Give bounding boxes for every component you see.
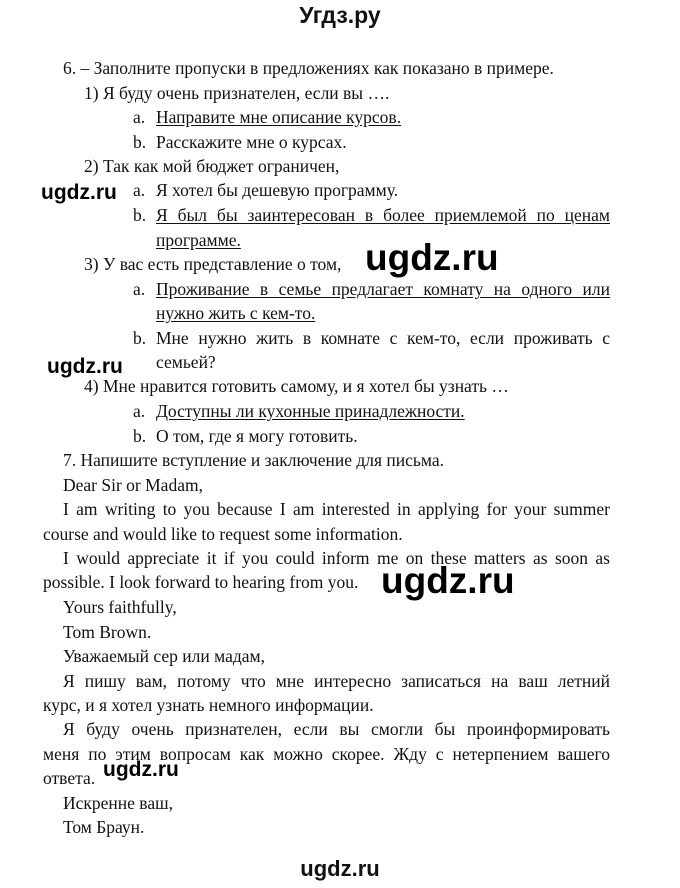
letter-en-p1-line2: course and would like to request some information. bbox=[43, 524, 403, 544]
task6-item3-b-line1: Мне нужно жить в комнате с кем-то, если проживать с bbox=[156, 328, 610, 348]
task6-item2-stem: 2) Так как мой бюджет ограничен, bbox=[84, 156, 340, 176]
task6-item2-b-line2: программе. bbox=[156, 230, 241, 250]
task6-item3-stem: 3) У вас есть представление о том, bbox=[84, 254, 342, 274]
task6-item2-a-marker: a. bbox=[133, 180, 146, 200]
task6-item2-a-text: Я хотел бы дешевую программу. bbox=[156, 180, 399, 200]
watermark: ugdz.ru bbox=[381, 560, 515, 601]
letter-ru-p1-line2: курс, и я хотел узнать немного информации. bbox=[43, 695, 374, 715]
task6-item3-a-line1: Проживание в семье предлагает комнату на одного или bbox=[156, 279, 610, 299]
letter-ru-p1-line1: Я пишу вам, потому что мне интересно записаться на ваш летний bbox=[63, 671, 610, 691]
task6-item4-a-text: Доступны ли кухонные принадлежности. bbox=[156, 401, 465, 421]
watermark: ugdz.ru bbox=[365, 237, 499, 278]
watermark: ugdz.ru bbox=[41, 181, 117, 204]
letter-ru-greeting: Уважаемый сер или мадам, bbox=[63, 646, 265, 666]
letter-en-p2-line2: possible. I look forward to hearing from you. bbox=[43, 572, 359, 592]
watermark: ugdz.ru bbox=[103, 758, 179, 781]
letter-en-p2-line1: I would appreciate it if you could inform me on these matters as soon as bbox=[63, 548, 610, 568]
task6-item4-b-text: О том, где я могу готовить. bbox=[156, 426, 358, 446]
site-title: Угдз.ру bbox=[299, 2, 381, 28]
task6-item1-b-text: Расскажите мне о курсах. bbox=[156, 132, 347, 152]
task6-item3-a-line2: нужно жить с кем-то. bbox=[156, 303, 316, 323]
letter-ru-p2-line3: ответа. bbox=[43, 768, 96, 788]
task6-item3-b-line2: семьей? bbox=[156, 352, 216, 372]
letter-ru-signature: Том Браун. bbox=[63, 817, 145, 837]
task6-item4-b-marker: b. bbox=[133, 426, 147, 446]
task6-item4-stem: 4) Мне нравится готовить самому, и я хотел бы узнать … bbox=[84, 376, 509, 396]
task6-item1-stem: 1) Я буду очень признателен, если вы …. bbox=[84, 83, 390, 103]
task6-item3-a-marker: a. bbox=[133, 279, 146, 299]
task7-heading: 7. Напишите вступление и заключение для письма. bbox=[63, 450, 445, 470]
letter-ru-closing: Искренне ваш, bbox=[63, 793, 173, 813]
task6-heading: 6. – Заполните пропуски в предложениях как показано в примере. bbox=[63, 58, 554, 78]
watermark: ugdz.ru bbox=[47, 355, 123, 378]
watermark: ugdz.ru bbox=[300, 856, 380, 881]
task6-item4-a-marker: a. bbox=[133, 401, 146, 421]
letter-ru-p2-line2: меня по этим вопросам как можно скорее. Жду с нетерпением вашего bbox=[43, 744, 610, 764]
task6-item3-b-marker: b. bbox=[133, 328, 147, 348]
task6-item1-a-marker: a. bbox=[133, 107, 146, 127]
task6-item2-b-marker: b. bbox=[133, 205, 147, 225]
letter-en-closing: Yours faithfully, bbox=[63, 597, 177, 617]
task6-item1-a-text: Направите мне описание курсов. bbox=[156, 107, 402, 127]
letter-en-signature: Tom Brown. bbox=[63, 622, 152, 642]
task6-item2-b-line1: Я был бы заинтересован в более приемлемой по ценам bbox=[156, 205, 610, 225]
task6-item1-b-marker: b. bbox=[133, 132, 147, 152]
letter-ru-p2-line1: Я буду очень признателен, если вы смогли бы проинформировать bbox=[63, 719, 610, 739]
letter-en-greeting: Dear Sir or Madam, bbox=[63, 475, 203, 495]
letter-en-p1-line1: I am writing to you because I am interested in applying for your summer bbox=[63, 499, 610, 519]
